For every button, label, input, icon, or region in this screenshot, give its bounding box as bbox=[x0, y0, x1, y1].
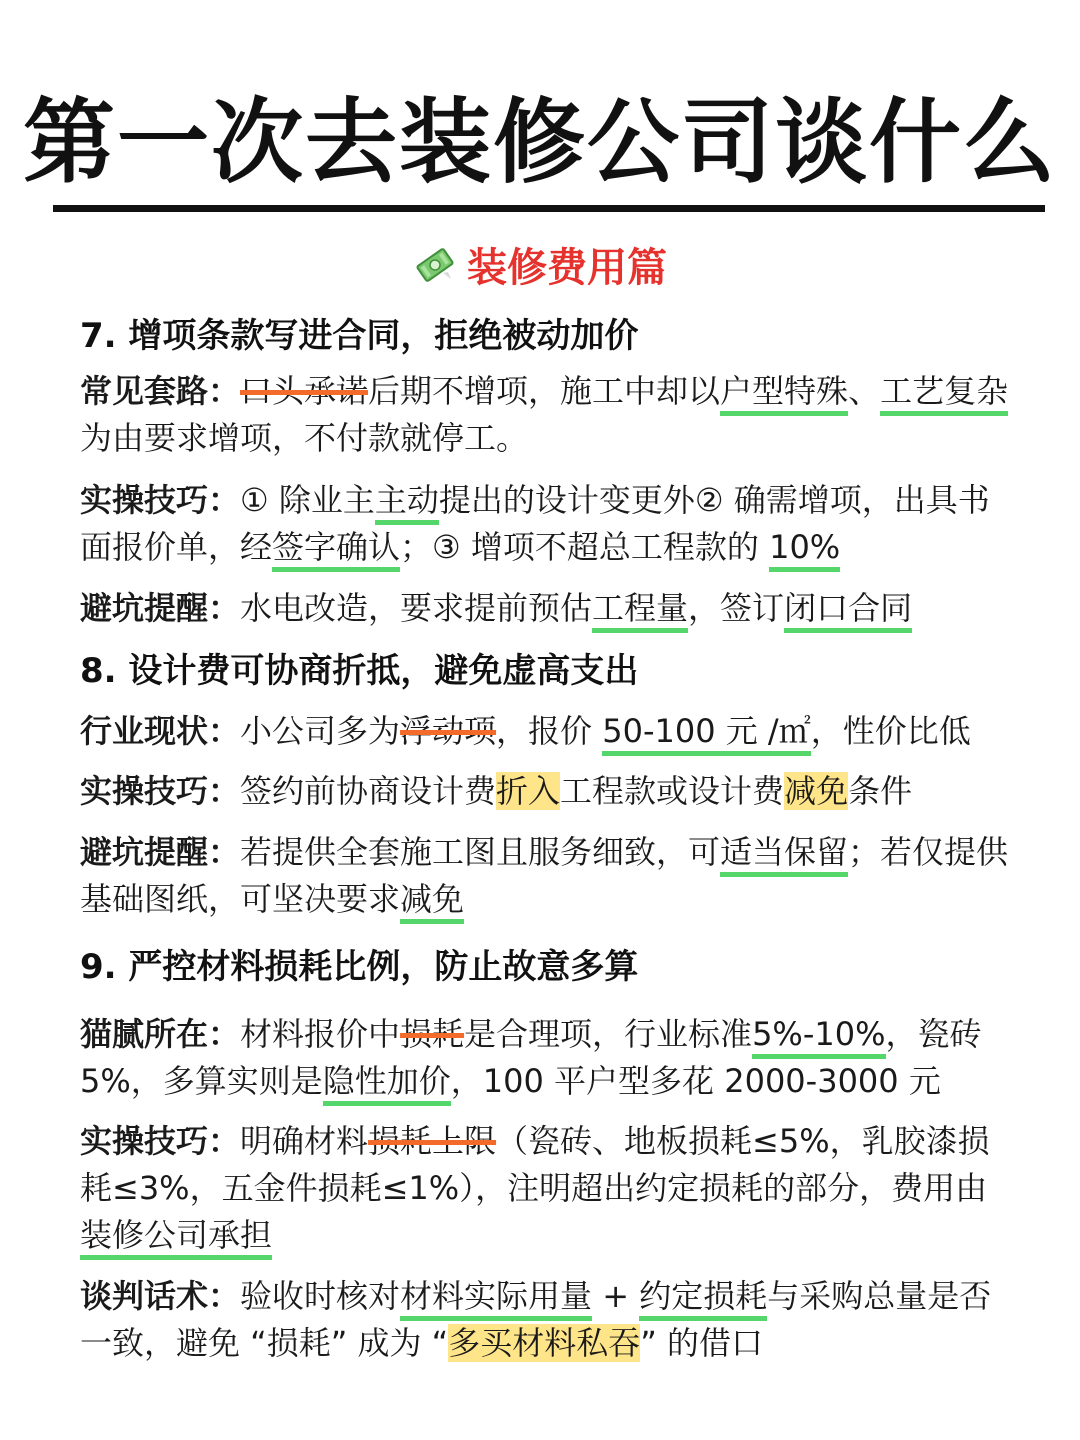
text: 签约前协商设计费 bbox=[240, 772, 497, 810]
text: （瓷砖、地板损耗≤5%，乳胶漆损耗≤3%，五金件损耗≤1%），注明超出约定损耗的部分，费用由 bbox=[80, 1122, 990, 1207]
section-8-tips bbox=[80, 768, 1010, 815]
label-pitfall-reminder: 避坑提醒： bbox=[80, 833, 241, 871]
section-7-routine bbox=[80, 368, 1010, 462]
text: ① 除业主 bbox=[240, 481, 375, 519]
underlined-text: 50-100 元 /㎡ bbox=[602, 712, 810, 756]
highlighted-text: 多买材料私吞 bbox=[448, 1324, 641, 1362]
section-8-reminder bbox=[80, 829, 1010, 923]
section-9-heading: 9. 严控材料损耗比例，防止故意多算 bbox=[80, 947, 639, 987]
section-9-tips bbox=[80, 1118, 1010, 1259]
text: 若提供全套施工图且服务细致，可 bbox=[240, 833, 721, 871]
label-practical-tips: 实操技巧： bbox=[80, 1122, 241, 1160]
label-practical-tips: 实操技巧： bbox=[80, 772, 241, 810]
underlined-text: 闭口合同 bbox=[784, 589, 912, 633]
text: 、 bbox=[848, 372, 881, 410]
underlined-text: 10% bbox=[769, 528, 840, 572]
section-9-script bbox=[80, 1273, 1010, 1367]
text: 工程款或设计费 bbox=[560, 772, 785, 810]
section-9-issue bbox=[80, 1011, 1010, 1105]
underlined-text: 户型特殊 bbox=[720, 372, 848, 416]
money-with-wings-icon bbox=[413, 243, 457, 287]
label-hidden-trick: 猫腻所在： bbox=[80, 1015, 241, 1053]
label-negotiation-script: 谈判话术： bbox=[80, 1277, 241, 1315]
underlined-text: 适当保留 bbox=[720, 833, 848, 877]
text: ，报价 bbox=[496, 712, 603, 750]
text: 提出的设计变更外② 确需增项，出具书面报价单，经 bbox=[80, 481, 990, 566]
highlighted-text: 折入 bbox=[496, 772, 561, 810]
text: 明确材料 bbox=[240, 1122, 369, 1160]
text: 条件 bbox=[848, 772, 913, 810]
label-practical-tips: 实操技巧： bbox=[80, 481, 241, 519]
title-divider bbox=[53, 205, 1045, 212]
text: ；若仅提供基础图纸，可坚决要求 bbox=[80, 833, 1009, 918]
text: 与采购总量是否一致，避免 “损耗” 成为 “ bbox=[80, 1277, 992, 1362]
strike-text: 损耗 bbox=[400, 1015, 465, 1053]
subtitle-text: 装修费用篇 bbox=[467, 245, 667, 291]
strike-text: 损耗上限 bbox=[368, 1122, 497, 1160]
highlighted-text: 减免 bbox=[784, 772, 849, 810]
underlined-text: 减免 bbox=[400, 880, 464, 924]
text: 小公司多为 bbox=[240, 712, 401, 750]
underlined-text: 约定损耗 bbox=[639, 1277, 767, 1321]
label-industry-status: 行业现状： bbox=[80, 712, 241, 750]
text: ，签订 bbox=[688, 589, 785, 627]
text: 材料报价中 bbox=[240, 1015, 401, 1053]
section-8-heading: 8. 设计费可协商折抵，避免虚高支出 bbox=[80, 651, 639, 691]
text: ” 的借口 bbox=[640, 1324, 764, 1362]
text: 水电改造，要求提前预估 bbox=[240, 589, 593, 627]
page-title: 第一次去装修公司谈什么 bbox=[22, 89, 1057, 196]
underlined-text: 工艺复杂 bbox=[880, 372, 1008, 416]
text: 为由要求增项，不付款就停工。 bbox=[80, 419, 529, 457]
underlined-text: 隐性加价 bbox=[323, 1062, 451, 1106]
section-8-status bbox=[80, 708, 1010, 755]
section-7-heading: 7. 增项条款写进合同，拒绝被动加价 bbox=[80, 316, 639, 356]
text: ；③ 增项不超总工程款的 bbox=[400, 528, 770, 566]
underlined-text: 工程量 bbox=[592, 589, 688, 633]
underlined-text: 5%-10% bbox=[752, 1015, 885, 1059]
strike-text: 口头承诺 bbox=[240, 372, 369, 410]
text: 是合理项，行业标准 bbox=[464, 1015, 753, 1053]
label-pitfall-reminder: 避坑提醒： bbox=[80, 589, 241, 627]
section-subtitle bbox=[0, 240, 1080, 296]
underlined-text: 装修公司承担 bbox=[80, 1216, 272, 1260]
strike-text: 浮动项 bbox=[400, 712, 497, 750]
underlined-text: 主动 bbox=[375, 481, 439, 525]
label-common-routine: 常见套路： bbox=[80, 372, 241, 410]
text: ，瓷砖 5%，多算实则是 bbox=[80, 1015, 982, 1100]
underlined-text: 材料实际用量 bbox=[400, 1277, 592, 1321]
section-7-reminder bbox=[80, 585, 1010, 632]
text: ，100 平户型多花 2000-3000 元 bbox=[450, 1062, 941, 1100]
text: 验收时核对 bbox=[240, 1277, 401, 1315]
section-7-tips bbox=[80, 477, 1010, 571]
underlined-text: 签字确认 bbox=[272, 528, 400, 572]
text: 后期不增项，施工中却以 bbox=[368, 372, 721, 410]
text: + bbox=[592, 1277, 640, 1315]
text: ，性价比低 bbox=[810, 712, 971, 750]
